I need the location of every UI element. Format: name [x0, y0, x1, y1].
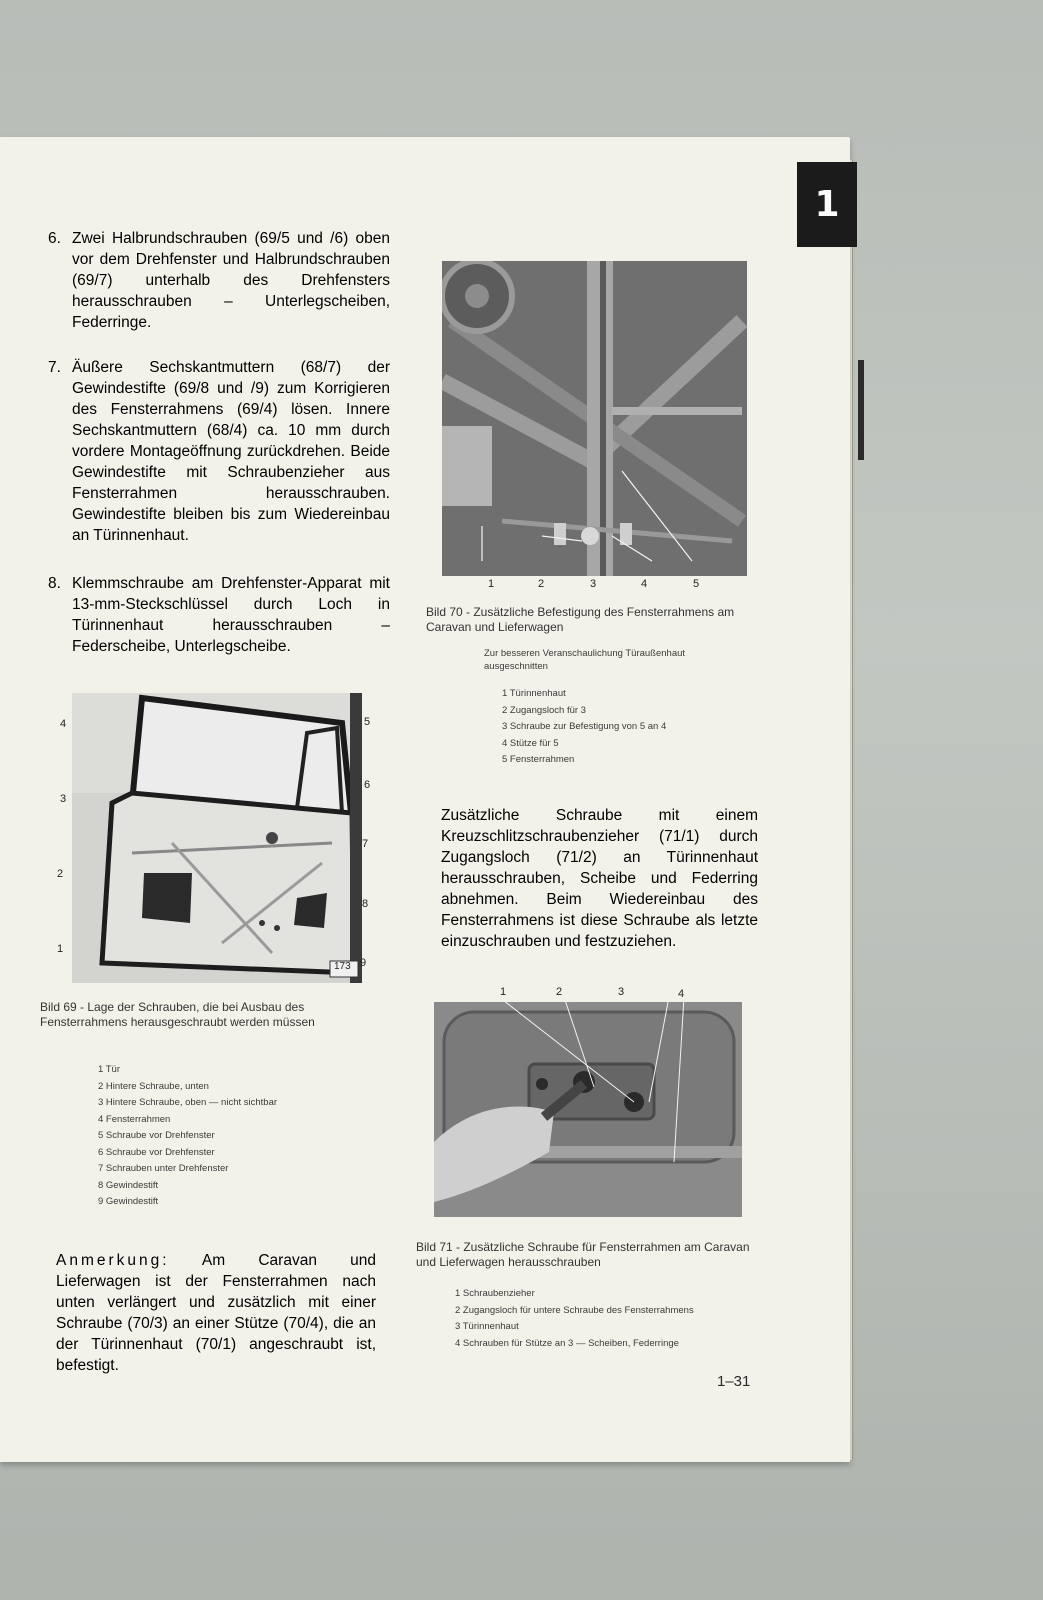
legend-item: 5 Schraube vor Drehfenster	[98, 1130, 215, 1141]
legend-item: 4 Fensterrahmen	[98, 1113, 171, 1125]
callout-4: 4	[678, 988, 685, 1000]
callout-1: 1	[57, 943, 64, 955]
legend-item: 3 Türinnenhaut	[455, 1321, 519, 1332]
callout-3: 3	[590, 578, 597, 590]
legend-item: 2 Zugangsloch für untere Schraube des Fensterrahmens	[455, 1304, 694, 1316]
chapter-tab: 1	[797, 162, 857, 247]
instruction-number: 8.	[48, 575, 61, 592]
figure-71-photo	[434, 1002, 742, 1217]
legend-item: 3 Hintere Schraube, oben — nicht sichtbar	[98, 1097, 278, 1108]
callout-4: 4	[641, 578, 648, 590]
legend-item: 6 Schraube vor Drehfenster	[98, 1146, 215, 1158]
legend-item: 1 Türinnenhaut	[502, 688, 566, 699]
callout-6: 6	[364, 779, 371, 791]
instruction-text: Zwei Halbrundschrauben (69/5 und /6) oben vor dem Drehfenster und Halbrundschrauben (69/7) unterhalb des Drehfensters herausschrauben – Unterlegscheiben, Federringe.	[72, 230, 390, 331]
note-text: Am Caravan und Lieferwagen ist der Fensterrahmen nach unten verlängert und zusätzlich mit einer Schraube (70/3) an einer Stütze (70/4), die an der Türinnenhaut (70/1) angeschraubt ist, befestigt.	[56, 1252, 377, 1374]
figure-69-legend	[98, 1062, 358, 1211]
screwdriver-illustration	[434, 1002, 742, 1217]
additional-screw-paragraph: Zusätzliche Schraube mit einem Kreuzschlitzschraubenzieher (71/1) durch Zugangsloch (71/2) an Türinnenhaut herausschrauben, Scheibe und Federring abnehmen. Beim Wiedereinbau des Fensterrahmens ist diese Schraube als letzte einzuschrauben und festzuziehen.	[441, 807, 758, 950]
callout-2: 2	[556, 986, 563, 998]
legend-item: 2 Zugangsloch für 3	[502, 704, 586, 716]
legend-item: 1 Tür	[98, 1064, 121, 1075]
legend-item: 4 Schrauben für Stütze an 3 — Scheiben, Federringe	[455, 1337, 679, 1349]
figure-70-legend	[502, 686, 762, 769]
instruction-7	[48, 357, 390, 546]
figure-70-photo	[442, 261, 747, 576]
door-interior-illustration	[442, 261, 747, 576]
legend-item: 3 Schraube zur Befestigung von 5 an 4	[502, 721, 667, 732]
legend-item: 7 Schrauben unter Drehfenster	[98, 1163, 229, 1174]
legend-item: 5 Fensterrahmen	[502, 754, 575, 765]
callout-2: 2	[57, 868, 64, 880]
figure-70-subnote: Zur besseren Veranschaulichung Türaußenhaut ausgeschnitten	[484, 648, 686, 672]
callout-1: 1	[500, 986, 507, 998]
figure-70-caption: Bild 70 - Zusätzliche Befestigung des Fensterrahmens am Caravan und Lieferwagen	[426, 605, 735, 634]
callout-7: 7	[362, 838, 369, 850]
callout-9: 9	[360, 957, 367, 969]
legend-item: 4 Stütze für 5	[502, 737, 559, 749]
callout-1: 1	[488, 578, 495, 590]
figure-71-legend	[455, 1286, 755, 1352]
legend-item: 1 Schraubenzieher	[455, 1288, 535, 1299]
instruction-number: 7.	[48, 359, 61, 376]
figure-71-caption: Bild 71 - Zusätzliche Schraube für Fensterrahmen am Caravan und Lieferwagen herausschrauben	[416, 1240, 750, 1269]
page-number: 1–31	[717, 1373, 751, 1390]
callout-5: 5	[364, 716, 371, 728]
instruction-number: 6.	[48, 230, 61, 247]
instruction-text: Äußere Sechskantmuttern (68/7) der Gewindestifte (69/8 und /9) zum Korrigieren des Fensterrahmens (69/4) lösen. Innere Sechskantmuttern (68/4) ca. 10 mm durch vordere Montageöffnung zurückdrehen. Beide Gewindestifte mit Schraubenzieher aus Fensterrahmen herausschrauben. Gewindestifte bleiben bis zum Wiedereinbau an Türinnenhaut.	[72, 359, 390, 544]
callout-3: 3	[618, 986, 625, 998]
callout-8: 8	[362, 898, 369, 910]
callout-4: 4	[60, 718, 67, 730]
instruction-8	[48, 573, 390, 657]
figure-69-caption: Bild 69 - Lage der Schrauben, die bei Ausbau des Fensterrahmens herausgeschraubt werden müssen	[40, 1000, 315, 1029]
legend-item: 8 Gewindestift	[98, 1179, 159, 1191]
figure-69-photo	[72, 693, 362, 983]
callout-5: 5	[693, 578, 700, 590]
legend-item: 2 Hintere Schraube, unten	[98, 1080, 209, 1092]
instruction-text: Klemmschraube am Drehfenster-Apparat mit 13-mm-Steckschlüssel durch Loch in Türinnenhaut herausschrauben – Federscheibe, Unterlegscheibe.	[72, 575, 390, 655]
instruction-6	[48, 228, 390, 333]
photo-number: 173	[334, 961, 351, 972]
door-illustration	[72, 693, 362, 983]
callout-3: 3	[60, 793, 67, 805]
callout-2: 2	[538, 578, 545, 590]
edge-index-mark	[858, 360, 864, 460]
legend-item: 9 Gewindestift	[98, 1196, 159, 1207]
note-paragraph	[56, 1250, 376, 1376]
note-label: Anmerkung:	[56, 1252, 170, 1269]
